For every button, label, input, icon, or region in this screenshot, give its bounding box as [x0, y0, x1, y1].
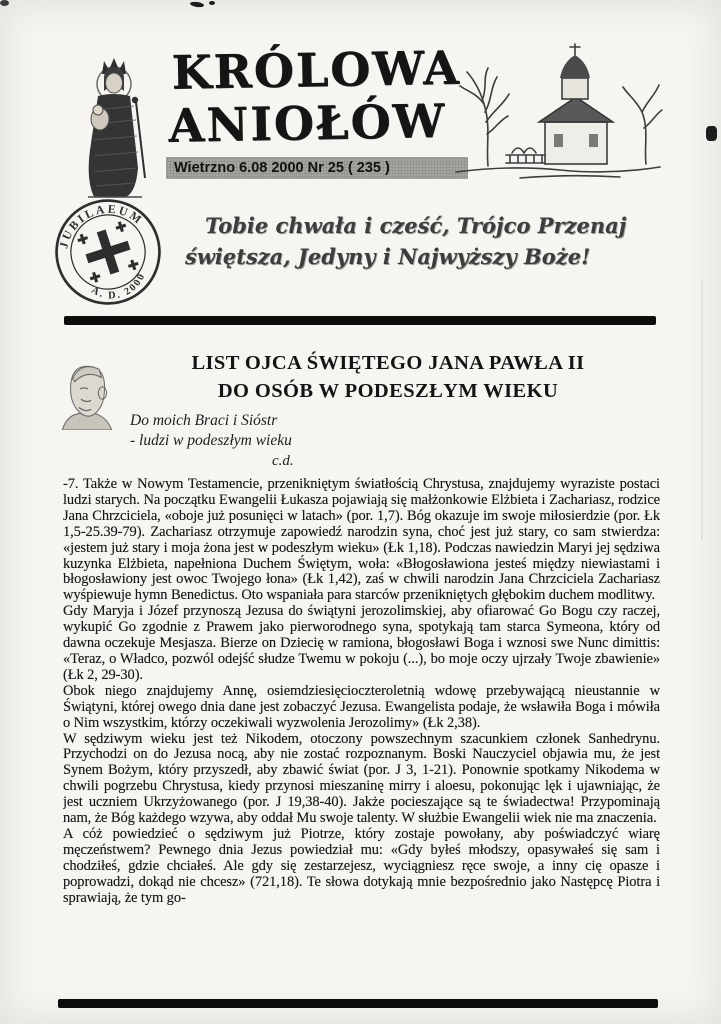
- article-title-line1: LIST OJCA ŚWIĘTEGO JANA PAWŁA II: [191, 352, 585, 374]
- motto-line1: Tobie chwała i cześć, Trójco Przenaj: [205, 213, 627, 238]
- scan-speck: [209, 1, 215, 5]
- jubilaeum-seal-stamp: [40, 184, 176, 320]
- paragraph-2: Gdy Maryja i Józef przynoszą Jezusa do świątyni jerozolimskiej, aby ofiarować Go Bogu czy raczej, wykupić Go zgodnie z Prawem jako pierworodnego syna, spotykają tam starca Symeona, który od dawna oczekuje Mesjasza. Bierze on Dziecię w ramiona, błogosławi Boga i wznosi swe Nunc dimittis: «Teraz, o Władco, pozwól odejść słudze Twemu w pokoju (...), bo moje oczy ujrzały Twoje zbawienie» (Łk 2, 29-30).: [63, 603, 660, 683]
- scan-speck: [0, 0, 9, 6]
- horizontal-rule-bottom: [58, 999, 658, 1008]
- seal-text-bottom: A. D. 2000: [89, 270, 148, 302]
- paragraph-1: -7. Także w Nowym Testamencie, przenikniętym światłością Chrystusa, znajdujemy wyraziste postaci ludzi starych. Na początku Ewangelii Łukasza pojawiają się małżonkowie Elżbieta i Zachariasz, rodzice Jana Chrzciciela, «oboje już posunięci w latach» (por. 1,7). Bóg okazuje im swoje miłosierdzie (por. Łk 1,5-25.39-79). Zachariasz otrzymuje zapowiedź narodzin syna, choć jest już stary, co sam stwierdza: «jestem już stary i moja żona jest w podeszłym wieku» (Łk 1,18). Podczas nawiedzin Maryi jej sędziwa kuzynka Elżbieta, napełniona Duchem Świętym, woła: «Błogosławiona jesteś między niewiastami i błogosławiony jest owoc Twojego łona» (Łk 1,42), zaś w chwili narodzin Jana Chrzciciela Zachariasz wyśpiewuje hymn Benedictus. Oto wspaniała para starców przenikniętych głębokim duchem modlitwy.: [63, 477, 660, 604]
- paragraph-5: A cóż powiedzieć o sędziwym już Piotrze, który zostaje powołany, aby poświadczyć wiarę męczeństwem? Pewnego dnia Jezus powiedział mu: «Gdy byłeś młodszy, opasywałeś się sam i chodziłeś, gdzie chciałeś. Ale gdy się zestarzejesz, wyciągniesz ręce swoje, a inny cię opasze i poprowadzi, dokąd nie chcesz» (721,18). Te słowa dotykają mnie bezpośrednio jako Następcę Piotra i sprawiają, że tym go-: [63, 825, 660, 906]
- madonna-engraving-image: [50, 50, 165, 200]
- title-line2: ANIOŁÓW: [168, 93, 447, 153]
- horizontal-rule-top: [64, 316, 656, 325]
- article-body: [63, 477, 660, 993]
- article-title: [110, 349, 666, 405]
- motto-line2: świętsza, Jedyny i Najwyższy Boże!: [185, 244, 591, 269]
- seal-text-top: JUBILAEUM: [56, 201, 147, 250]
- masthead-motto: [185, 210, 665, 272]
- paragraph-3: Obok niego znajdujemy Annę, osiemdziesięcioczteroletnią wdowę przebywającą nieustannie w Świątyni, której owego dnia dane jest zobaczyć Jezusa. Ewangelista podaje, że wsławiła Boga i mówiła o Nim wszystkim, którzy oczekiwali wyzwolenia Jerozolimy» (Łk 2,38).: [63, 682, 660, 731]
- dedication-line2: - ludzi w podeszłym wieku: [130, 432, 292, 449]
- madonna-drawing: [50, 50, 165, 200]
- scan-speck: [706, 126, 717, 141]
- article-title-line2: DO OSÓB W PODESZŁYM WIEKU: [217, 380, 559, 402]
- newsletter-title: [168, 40, 462, 153]
- church-drawing-image: [450, 34, 668, 186]
- continuation-mark: c.d.: [272, 453, 294, 469]
- article-dedication: [130, 411, 292, 451]
- jubilee-seal: [40, 184, 176, 320]
- scan-speck: [190, 1, 205, 8]
- dateline-strip: Wietrzno 6.08 2000 Nr 25 ( 235 ): [166, 157, 468, 179]
- dedication-line1: Do moich Braci i Sióstr: [130, 412, 278, 429]
- church-drawing: [450, 34, 668, 186]
- title-line1: KRÓLOWA: [171, 40, 462, 100]
- scan-scratch: [701, 280, 703, 540]
- paragraph-4: W sędziwym wieku jest też Nikodem, otoczony powszechnym szacunkiem członek Sanhedrynu. Przychodzi on do Jezusa nocą, aby nie zostać rozpoznanym. Boski Nauczyciel objawia mu, że jest Synem Bożym, który przyszedł, aby zbawić świat (por. J 3, 1-21). Ponownie spotkamy Nikodema w chwili pogrzebu Chrystusa, kiedy przynosi mieszaninę mirry i aloesu, pokonując lęk i ujawniając, że jest uczniem Ukrzyżowanego (por. J 19,38-40). Jakże pocieszające są te świadectwa! Przypominają nam, że Bóg każdego wzywa, aby oddał Mu swoje talenty. W służbie Ewangelii wiek nie ma znaczenia.: [63, 730, 660, 827]
